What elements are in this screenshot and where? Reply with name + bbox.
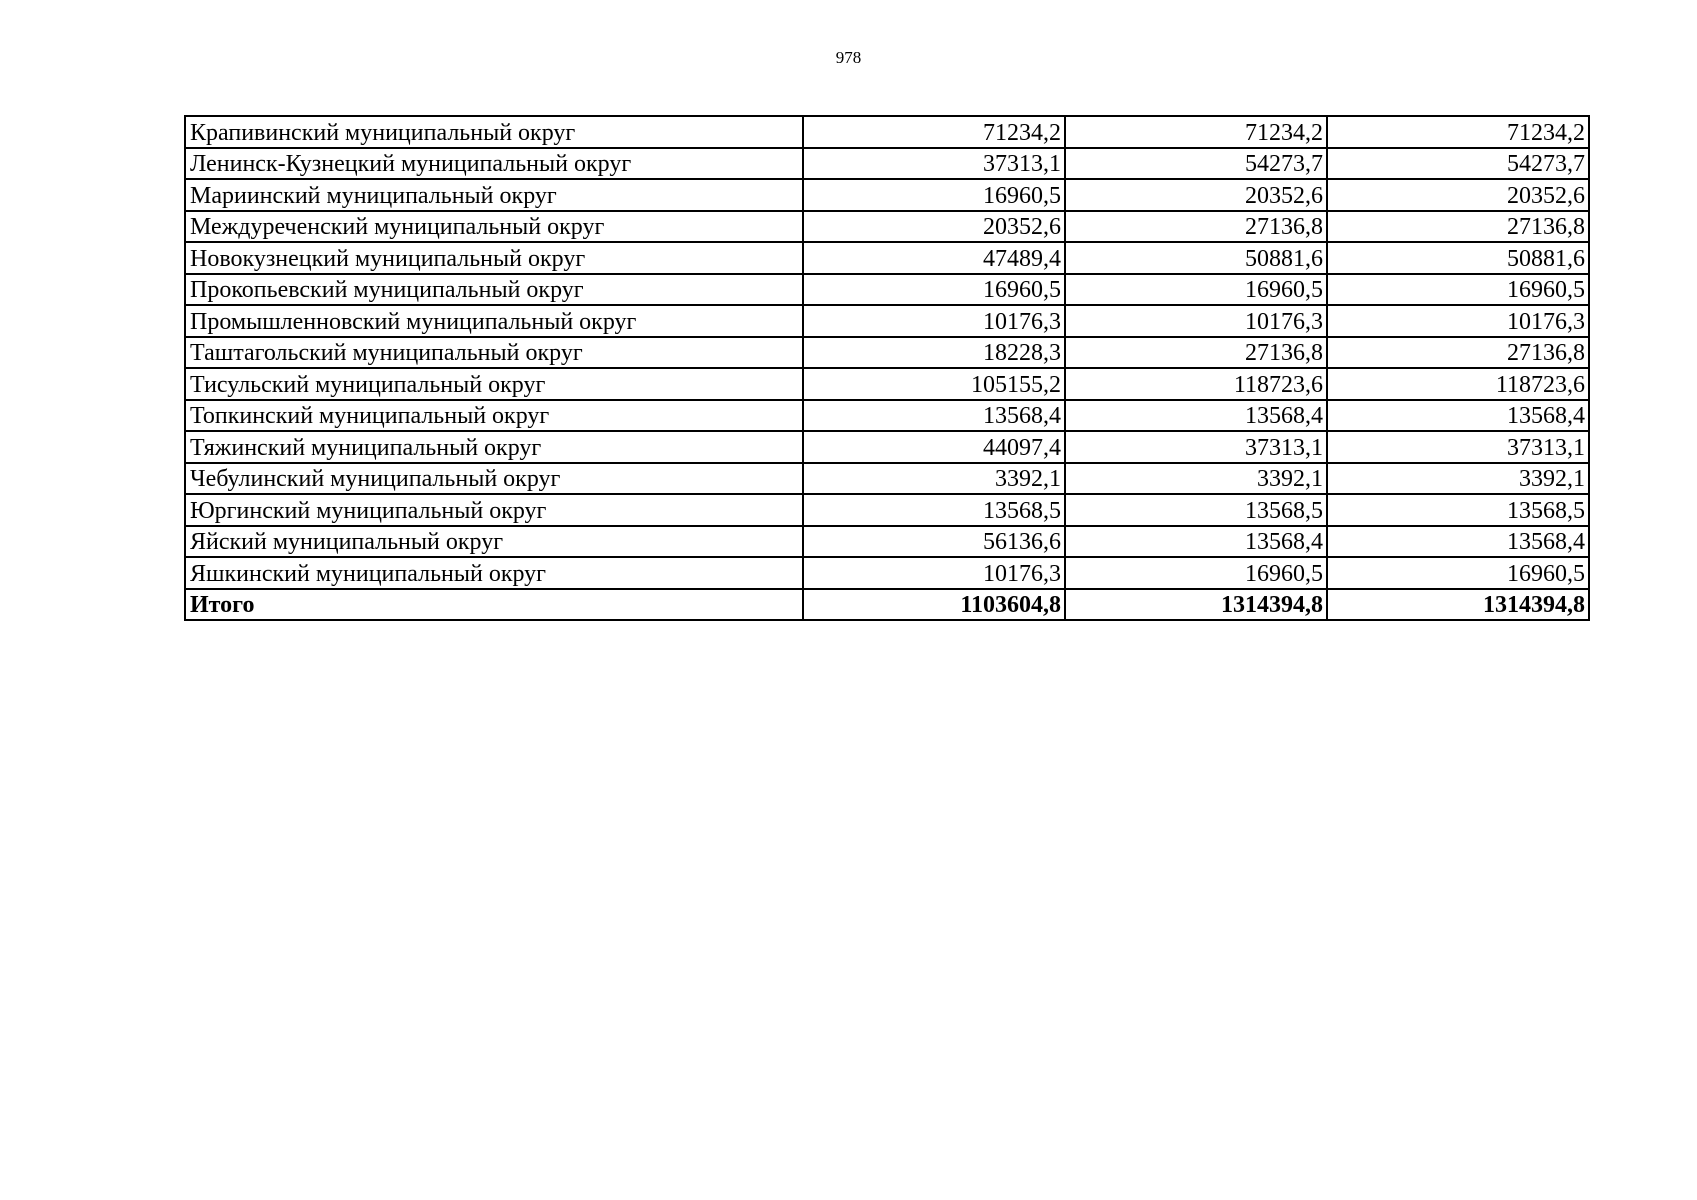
value-cell: 10176,3 [803,305,1065,337]
row-name-cell: Крапивинский муниципальный округ [185,116,803,148]
value-cell: 13568,5 [1065,494,1327,526]
table-row [185,242,1589,274]
value-cell: 37313,1 [1065,431,1327,463]
value-cell: 50881,6 [1327,242,1589,274]
table-row [185,557,1589,589]
value-cell: 50881,6 [1065,242,1327,274]
table-row [185,400,1589,432]
value-cell: 16960,5 [1327,274,1589,306]
row-name-cell: Чебулинский муниципальный округ [185,463,803,495]
row-name-cell: Тисульский муниципальный округ [185,368,803,400]
value-cell: 20352,6 [1065,179,1327,211]
value-cell: 37313,1 [1327,431,1589,463]
table-row [185,305,1589,337]
value-cell: 54273,7 [1065,148,1327,180]
row-name-cell: Яйский муниципальный округ [185,526,803,558]
table-row [185,463,1589,495]
value-cell: 3392,1 [803,463,1065,495]
value-cell: 10176,3 [1327,305,1589,337]
value-cell: 118723,6 [1327,368,1589,400]
value-cell: 16960,5 [1327,557,1589,589]
value-cell: 56136,6 [803,526,1065,558]
total-label-cell: Итого [185,589,803,621]
table-row [185,368,1589,400]
value-cell: 16960,5 [1065,557,1327,589]
table-row [185,431,1589,463]
value-cell: 13568,5 [803,494,1065,526]
value-cell: 18228,3 [803,337,1065,369]
total-value-cell: 1314394,8 [1065,589,1327,621]
table-row [185,494,1589,526]
total-value-cell: 1103604,8 [803,589,1065,621]
table-row [185,148,1589,180]
table-row [185,337,1589,369]
value-cell: 71234,2 [1327,116,1589,148]
value-cell: 118723,6 [1065,368,1327,400]
row-name-cell: Промышленновский муниципальный округ [185,305,803,337]
row-name-cell: Ленинск-Кузнецкий муниципальный округ [185,148,803,180]
row-name-cell: Мариинский муниципальный округ [185,179,803,211]
row-name-cell: Яшкинский муниципальный округ [185,557,803,589]
table-row [185,116,1589,148]
value-cell: 27136,8 [1065,337,1327,369]
value-cell: 16960,5 [1065,274,1327,306]
value-cell: 27136,8 [1327,337,1589,369]
row-name-cell: Юргинский муниципальный округ [185,494,803,526]
value-cell: 3392,1 [1065,463,1327,495]
page-number: 978 [835,48,862,67]
value-cell: 105155,2 [803,368,1065,400]
table-row [185,211,1589,243]
value-cell: 20352,6 [1327,179,1589,211]
total-row [185,589,1589,621]
value-cell: 16960,5 [803,179,1065,211]
value-cell: 13568,4 [803,400,1065,432]
value-cell: 13568,4 [1065,400,1327,432]
row-name-cell: Топкинский муниципальный округ [185,400,803,432]
value-cell: 27136,8 [1065,211,1327,243]
value-cell: 44097,4 [803,431,1065,463]
row-name-cell: Новокузнецкий муниципальный округ [185,242,803,274]
table-row [185,526,1589,558]
data-table [184,115,1590,621]
value-cell: 10176,3 [803,557,1065,589]
row-name-cell: Таштагольский муниципальный округ [185,337,803,369]
value-cell: 3392,1 [1327,463,1589,495]
value-cell: 71234,2 [803,116,1065,148]
value-cell: 27136,8 [1327,211,1589,243]
value-cell: 10176,3 [1065,305,1327,337]
row-name-cell: Прокопьевский муниципальный округ [185,274,803,306]
value-cell: 71234,2 [1065,116,1327,148]
value-cell: 47489,4 [803,242,1065,274]
table-row [185,274,1589,306]
value-cell: 13568,4 [1065,526,1327,558]
value-cell: 16960,5 [803,274,1065,306]
table-row [185,179,1589,211]
value-cell: 13568,4 [1327,400,1589,432]
total-value-cell: 1314394,8 [1327,589,1589,621]
value-cell: 54273,7 [1327,148,1589,180]
row-name-cell: Междуреченский муниципальный округ [185,211,803,243]
value-cell: 13568,4 [1327,526,1589,558]
value-cell: 20352,6 [803,211,1065,243]
value-cell: 37313,1 [803,148,1065,180]
row-name-cell: Тяжинский муниципальный округ [185,431,803,463]
value-cell: 13568,5 [1327,494,1589,526]
